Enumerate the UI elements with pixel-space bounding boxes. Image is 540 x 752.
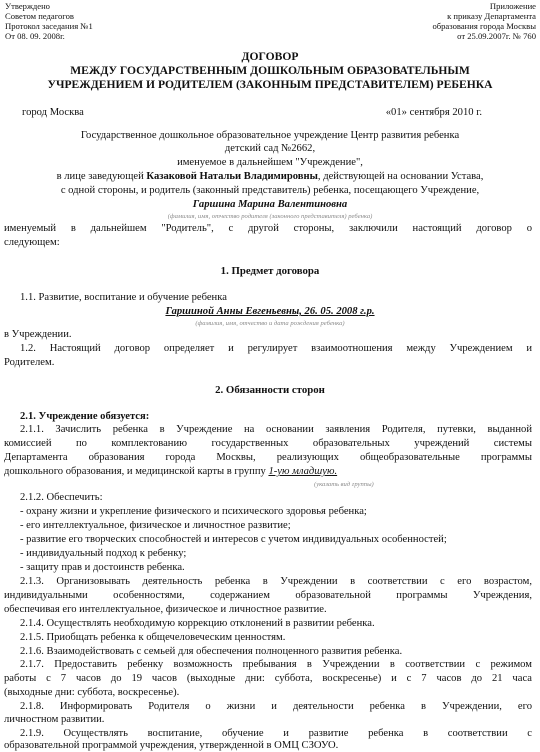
appendix-line: от 25.09.2007г. № 760 — [457, 31, 536, 41]
clause-2-1-8: 2.1.8. Информировать Родителя о жизни и деятельности ребенка в Учреждении, его — [20, 701, 532, 712]
child-caption: (фамилия, имя, отчество и дата рождения ребенка) — [195, 320, 345, 327]
group-caption: (указать вид группы) — [314, 481, 374, 488]
clause-1-2-end: Родителем. — [4, 357, 55, 368]
list-item: - его интеллектуальное, физическое и личностное развитие; — [20, 520, 291, 531]
section-title: 2. Обязанности сторон — [215, 384, 325, 396]
clause-2-1-3: обеспечивая его интеллектуальное, физическое и личностное развитие. — [4, 604, 327, 615]
preamble-line: именуемое в дальнейшем "Учреждение", — [177, 157, 363, 168]
clause-2-1-2: 2.1.2. Обеспечить: — [20, 492, 103, 503]
clause-2-1-7: (выходные дни: суббота, воскресенье). — [4, 687, 180, 698]
list-item: - индивидуальный подход к ребенку; — [20, 548, 187, 559]
clause-1-2: 1.2. Настоящий договор определяет и регулирует взаимоотношения между Учреждением и — [20, 343, 532, 354]
document-title: ДОГОВОР — [241, 50, 299, 63]
appendix-line: образования города Москвы — [432, 21, 536, 31]
clause-text: дошкольного образования, и медицинской карты в группу — [4, 466, 266, 477]
preamble-line: Государственное дошкольное образовательное учреждение Центр развития ребенка — [80, 130, 460, 141]
clause-2-1-1 — [4, 466, 337, 478]
approval-line: От 08. 09. 2008г. — [5, 31, 65, 41]
clause-2-1-3: 2.1.3. Организовывать деятельность ребенка в Учреждении в соответствии с его возрастом, — [20, 576, 532, 587]
place-text: город Москва — [22, 107, 84, 118]
list-item: - развитие его творческих способностей и интересов с учетом индивидуальных особенностей; — [20, 534, 447, 545]
clause-2-1-8: личностном развитии. — [4, 714, 105, 725]
appendix-line: Приложение — [489, 1, 536, 11]
parent-name: Гаршина Марина Валентиновна — [192, 199, 348, 210]
clause-2-1-3: индивидуальными особенностями, содержанием образовательной программы Учреждения, — [4, 590, 532, 601]
group-name: 1-ую младшую. — [268, 466, 338, 477]
subsection-title: 2.1. Учреждение обязуется: — [20, 411, 150, 422]
clause-1-1-end: в Учреждении. — [4, 329, 72, 340]
preamble-line — [0, 171, 540, 183]
clause-2-1-7: работы с 7 часов до 19 часов (выходные дни: суббота, воскресенье) и с 7 часов до 21 часа — [4, 673, 532, 684]
preamble-line: с одной стороны, и родитель (законный представитель) ребенка, посещающего Учреждение, — [60, 185, 480, 196]
clause-2-1-1: комиссией по комплектованию государственных образовательных учреждений системы — [4, 438, 532, 449]
approval-line: Протокол заседания №1 — [5, 21, 93, 31]
head-name: Казаковой Натальи Владимировны — [146, 171, 318, 182]
preamble-text: в лице заведующей — [56, 171, 144, 182]
clause-2-1-1: 2.1.1. Зачислить ребенка в Учреждение на основании заявления Родителя, путевки, выданной — [20, 424, 532, 435]
date-text: «01» сентября 2010 г. — [385, 107, 482, 118]
clause-2-1-6: 2.1.6. Взаимодействовать с семьей для обеспечения полноценного развития ребенка. — [20, 646, 403, 657]
child-name: Гаршиной Анны Евгеньевны, 26. 05. 2008 г.р. — [165, 306, 375, 317]
clause-2-1-7: 2.1.7. Предоставить ребенку возможность пребывания в Учреждении в соответствии с режимом — [20, 659, 532, 670]
parent-caption: (фамилия, имя, отчество родителя (законного представителя) ребенка) — [167, 213, 373, 220]
preamble-text: , действующей на основании Устава, — [317, 171, 484, 182]
approval-line: Советом педагогов — [5, 11, 74, 21]
section-title: 1. Предмет договора — [220, 265, 320, 277]
document-title-line: УЧРЕЖДЕНИЕМ И РОДИТЕЛЕМ (ЗАКОННЫМ ПРЕДСТАВИТЕЛЕМ) РЕБЕНКА — [47, 78, 493, 91]
list-item: - защиту прав и достоинств ребенка. — [20, 562, 185, 573]
appendix-line: к приказу Департамента — [447, 11, 536, 21]
document-title-line: МЕЖДУ ГОСУДАРСТВЕННЫМ ДОШКОЛЬНЫМ ОБРАЗОВАТЕЛЬНЫМ — [70, 64, 470, 77]
clause-2-1-4: 2.1.4. Осуществлять необходимую коррекцию отклонений в развитии ребенка. — [20, 618, 375, 629]
preamble-line: детский сад №2662, — [224, 143, 316, 154]
preamble-line: именуемый в дальнейшем "Родитель", с другой стороны, заключили настоящий договор о — [4, 223, 532, 234]
preamble-line: следующем: — [4, 237, 60, 248]
clause-2-1-1: Департамента образования города Москвы, реализующих общеобразовательные программы — [4, 452, 532, 463]
appendix-block — [432, 1, 536, 41]
list-item: - охрану жизни и укрепление физического и психического здоровья ребенка; — [20, 506, 367, 517]
clause-2-1-9: 2.1.9. Осуществлять воспитание, обучение и развитие ребенка в соответствии с — [20, 728, 532, 739]
approval-block — [5, 1, 93, 41]
clause-1-1: 1.1. Развитие, воспитание и обучение ребенка — [20, 292, 227, 303]
clause-2-1-9: образовательной программой учреждения, утвержденной в ОМЦ СЗОУО. — [4, 740, 339, 751]
clause-2-1-5: 2.1.5. Приобщать ребенка к общечеловеческим ценностям. — [20, 632, 286, 643]
approval-line: Утверждено — [5, 1, 50, 11]
